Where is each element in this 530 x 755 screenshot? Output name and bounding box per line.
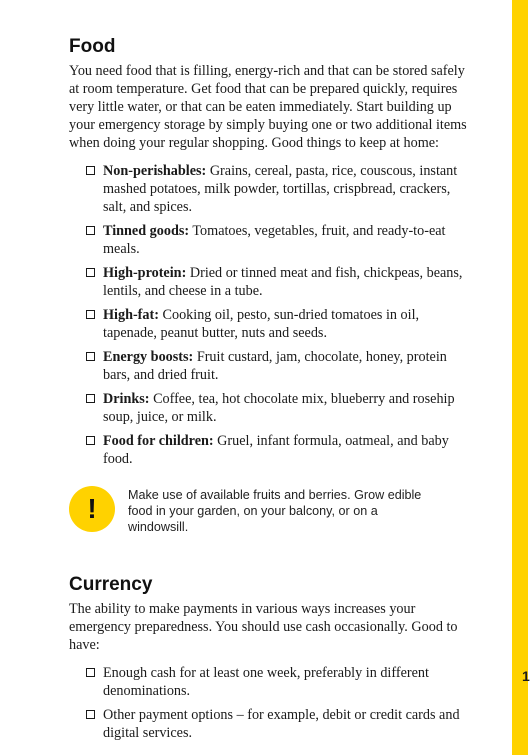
checkbox-icon: [86, 668, 95, 677]
list-item: [69, 162, 469, 216]
list-item: [69, 706, 469, 742]
item-text: Gruel, infant formula, oatmeal, and baby food.: [103, 433, 449, 467]
item-lead: Energy boosts:: [103, 349, 194, 365]
list-item: [69, 432, 469, 468]
item-text: Other payment options – for example, debit or credit cards and digital services.: [103, 707, 460, 741]
checkbox-icon: [86, 166, 95, 175]
page-content: [69, 36, 469, 748]
currency-intro: The ability to make payments in various ways increases your emergency preparedness. You should use cash occasionally. Good to have:: [69, 601, 458, 653]
currency-heading: Currency: [69, 574, 153, 595]
food-section: [69, 36, 469, 468]
item-text: Enough cash for at least one week, preferably in different denominations.: [103, 665, 429, 699]
item-lead: High-fat:: [103, 307, 159, 323]
checkbox-icon: [86, 710, 95, 719]
item-text: Fruit custard, jam, chocolate, honey, protein bars, and dried fruit.: [103, 349, 447, 383]
exclamation-icon: !: [69, 486, 115, 532]
item-text: Grains, cereal, pasta, rice, couscous, instant mashed potatoes, milk powder, tortillas, crispbread, crackers, salt, and spices.: [103, 163, 458, 215]
food-heading: Food: [69, 36, 116, 57]
list-item: [69, 264, 469, 300]
item-text: Dried or tinned meat and fish, chickpeas, beans, lentils, and cheese in a tube.: [103, 265, 463, 299]
item-lead: Non-perishables:: [103, 163, 207, 179]
list-item: [69, 664, 469, 700]
page-edge-bar: [512, 0, 528, 755]
checkbox-icon: [86, 436, 95, 445]
currency-checklist: [69, 664, 469, 742]
tip-text: Make use of available fruits and berries. Grow edible food in your garden, on your balcony, or on a windowsill.: [128, 488, 422, 534]
list-item: [69, 306, 469, 342]
list-item: [69, 390, 469, 426]
currency-section: [69, 574, 469, 742]
item-lead: High-protein:: [103, 265, 187, 281]
item-lead: Food for children:: [103, 433, 214, 449]
page-number: 1: [522, 668, 530, 684]
checkbox-icon: [86, 226, 95, 235]
tip-callout: [69, 486, 469, 546]
item-text: Cooking oil, pesto, sun-dried tomatoes in oil, tapenade, peanut butter, nuts and seeds.: [103, 307, 420, 341]
checkbox-icon: [86, 352, 95, 361]
list-item: [69, 222, 469, 258]
item-text: Tomatoes, vegetables, fruit, and ready-to-eat meals.: [103, 223, 446, 257]
checkbox-icon: [86, 394, 95, 403]
food-checklist: [69, 162, 469, 468]
item-lead: Drinks:: [103, 391, 150, 407]
item-text: Coffee, tea, hot chocolate mix, blueberry and rosehip soup, juice, or milk.: [103, 391, 455, 425]
item-lead: Tinned goods:: [103, 223, 190, 239]
list-item: [69, 348, 469, 384]
food-intro: You need food that is filling, energy-rich and that can be stored safely at room temperature. Get food that can be prepared quickly, requires very little water, or that can be eaten immediately. Start building up your emergency storage by simply buying one or two additional items when doing your regular shopping. Good things to keep at home:: [69, 63, 467, 151]
checkbox-icon: [86, 310, 95, 319]
checkbox-icon: [86, 268, 95, 277]
